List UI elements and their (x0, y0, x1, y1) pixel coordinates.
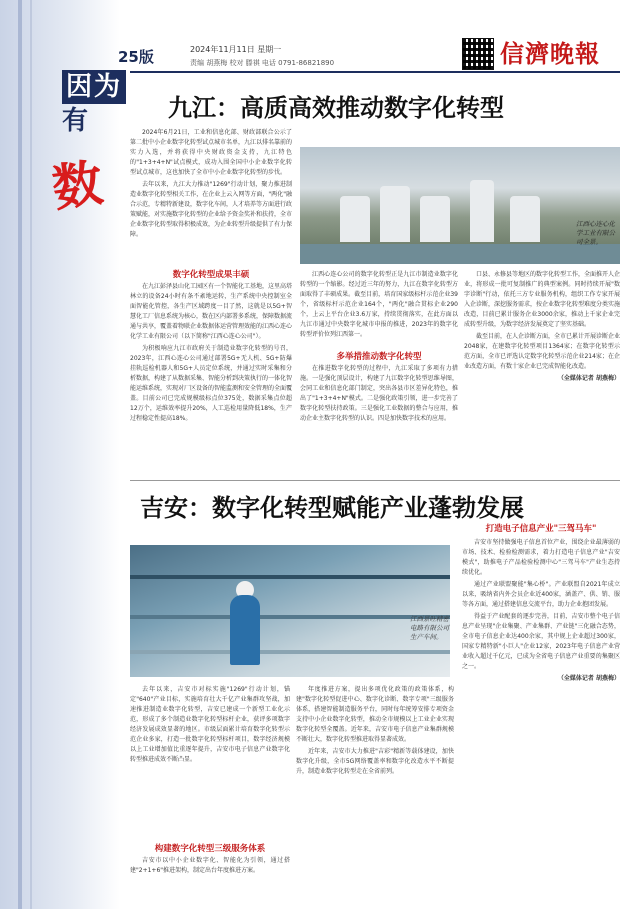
article2-paragraph: 吉安市以中小企业数字化、智能化为引领，通过搭建"2+1+6"推进架构，制定出台年度推进方案。 (130, 857, 290, 874)
article2-paragraph: 年度推进方案，提出多项优化政策的政策体系，构建"数字化转型促进中心、数字化诊断、数字专项"三级服务体系，搭建智能制造服务平台，同时每年统筹安排专项资金支持中小企业数字化转型，推动全市规模以上工业企业实现数字化转型全覆盖。近年来，吉安市电子信息产业集群规模不断壮大，数字化转型推进取得显著成效。 (296, 686, 454, 743)
article2-subheading-2: 构建数字化转型三级服务体系 (154, 844, 266, 854)
article2-paragraph: 通过产业联盟聚能"集心桥"。产业联盟自2021年成立以来，吸纳省内外会员企业近400家，涵盖产、供、销、服等各方面，通过搭建信息交流平台，助力企业抱团发展。 (462, 581, 620, 608)
article1-subheading-1: 数字化转型成果丰硕 (172, 270, 250, 280)
article2-title: 吉安：数字化转型赋能产业蓬勃发展 (140, 493, 524, 522)
column-logo-big: 数 (48, 152, 107, 219)
article1-col3 (464, 270, 620, 386)
article2-col1b (130, 856, 290, 878)
photo2-caption: 江西景旺精密电路有限公司生产车间。 (410, 615, 449, 641)
article1-paragraph: 截至目前，在人企诊断方面，全市已累计开展诊断企业2048家，在建数字化转型项目1364家；在数字化转型示范方面，全市已评选认定数字化转型示范企业214家；在企业改造方面，有数十家企业已完成智能化改造。 (464, 333, 621, 370)
article1-paragraph: 口县、永修县等地区的数字化转型工作，全面推开人企业，将形成一批可复制推广的典型案例。同时持续开展"数字诊断"行动，依托三方专业服务机构，组织工作专家开展入企诊断，深挖服务需求，按企业数字化转型难度分类实施改造，目前已累计服务企业3000余家，推动上千家企业完成转型升级，为数字经济发展奠定了坚实基础。 (464, 271, 621, 328)
issue-date: 2024年11月11日 星期一 (190, 45, 282, 54)
column-logo-line2: 有 (62, 106, 89, 136)
article1-paragraph: 江西心连心公司的数字化转型正是九江市制造业数字化转型的一个缩影。经过近三年的努力，九江在数字化转型方面取得了丰硕成果。截至目前，培育国家级标杆示范企业39个，省级标杆示范企业164个，"两化"融合贯标企业290个，上云上平台企业3.6万家，持续贯彻落实，在此方面以九江市通过中央数字化城市申报的推进，2023年的数字化转型评价位列江西第一。 (300, 271, 458, 338)
editor-credits: 责编 胡燕梅 校对 滕祺 电话 0791-86821890 (190, 59, 335, 67)
article1-col1 (130, 128, 292, 242)
photo1-caption: 江西心连心化学工业有限公司全景。 (576, 220, 615, 246)
article1-col1b (130, 282, 292, 426)
article1-paragraph: 在九江彭泽县山化工园区有一个智能化工基地，这里高塔林立的设备24小时有条不紊地运转，生产系统中央控制室全面智能化管控，各生产区域跨度一目了然，这就是以5G+智慧化工厂信息系统为核心，数在区内部署多系统，保障数据流通与共享，覆盖着物联企业数据体运营管理效能的江西心连心化学工业有限公司（以下简称"江西心连心公司"）。 (130, 283, 293, 340)
edition-number: 25版 (118, 48, 154, 66)
header-rule (130, 71, 620, 73)
article-divider (130, 480, 620, 481)
article2-col3 (462, 538, 620, 686)
article1-col2 (300, 270, 458, 342)
article1-paragraph: 2024年6月21日，工业和信息化部、财政部联合公示了第二批中小企业数字化转型试点城市名单，九江以排名靠前的实力入选，并将获得中央财政资金支持，九江特色的"1+3+4+N"试点模式，成功入围全国中小企业数字化转型试点城市，这也加快了全市中小企业数字化转型的步伐。 (130, 129, 293, 176)
article1-paragraph: 去年以来，九江大力推动"1269"行动计划，聚力推进制造业数字化转型相关工作，在企业上云入网等方面，"两化"融合示范，专精特新建设，数字化车间，人才培养等方面进行政策赋能，对实施数字化转型的企业给予资金奖补和扶持，全市企业数字化转型取得积极成效，为企业转型升级提供了有力保障。 (130, 181, 293, 238)
article2-byline: （全媒体记者 胡燕梅） (557, 675, 620, 682)
article1-byline: （全媒体记者 胡燕梅） (557, 375, 620, 382)
article1-paragraph: 在推进数字化转型的过程中，九江采取了多项有力措施。一是强化顶层设计，构建了九江数字化转型思维导图，会同工业和信息化部门制定，突出各县市区差异化特色，推出了"1+3+4+N"模式。二是强化政策引领，进一步完善了数字化转型扶持政策。三是强化工业数据的整合与应用，推动企业主数字化转型的认识。四是加快数字技术的应用。 (300, 365, 458, 422)
factory-workshop-photo (130, 545, 450, 677)
article2-subheading-1: 打造电子信息产业"三驾马车" (485, 524, 597, 534)
side-stripe (18, 0, 22, 909)
article2-paragraph: 吉安市坚持做强电子信息首位产业，围绕企业最薄弱的市场、技术、检验检测需求，着力打造电子信息产业"吉安模式"，助推电子产品检验检测中心"三驾马车"产业生态持续优化。 (462, 539, 620, 576)
article2-paragraph: 去年以来，吉安市对标实施"1269"行动计划，锚定"640"产业目标，实施培育壮大千亿产业集群攻坚战，加速推进制造业数字化转型，吉安已建成一个新型工业化示范，形成了多个制造业数字化转型标杆企业，获评多项数字经济发展成效显著的地区。市级层面累计培育数字化转型示范企业多家，打造一批数字化转型标杆项目，数字经济规模以上工业增加值比重逐年提升，吉安市电子信息产业数字化转型推进成效不断凸显。 (130, 686, 290, 763)
article1-paragraph: 为积极响应九江市政府关于制造业数字化转型的号召，2023年，江西心连心公司通过部署5G+无人机、5G+防爆挂轨巡检机器人和5G+人员定位系统，并通过实时采集和分析数据，构建了从数据采集、智能分析到决策执行的一体化智能运维系统，实现对厂区设备的智能监测和安全管理的全面覆盖。目前公司已完成规模级标点位375处，数据采集点位超12万个，运维效率提升20%，人工巡检用量降低18%，生产过程稳定性提高18%。 (130, 345, 293, 422)
column-logo-line1: 因为 (62, 70, 126, 104)
article1-title: 九江：高质高效推动数字化转型 (168, 93, 504, 122)
newspaper-brand: 信濟晚報 (500, 39, 600, 68)
article1-subheading-2: 多举措推动数字化转型 (336, 352, 422, 362)
article2-col2 (296, 685, 454, 779)
side-stripe (30, 0, 32, 909)
article1-col2b (300, 364, 458, 426)
article2-col1 (130, 685, 290, 767)
article2-paragraph: 近年来，吉安市大力推进"吉彩"精新等载体建设，加快数字化升级，全市5G网络覆盖率和数字化改造水平不断提升，制造业数字化转型走在全省前列。 (296, 748, 454, 775)
article2-paragraph: 得益于产业配套的逐步完善，目前，吉安市整个电子信息产业呈现"企业集聚、产业集群、产业链"三化融合态势，全市电子信息企业达400余家，其中规上企业超过300家，国家专精特新"小巨人"企业12家，2023年电子信息产业营业收入超过千亿元，已成为全省电子信息产业重要的集聚区之一。 (462, 613, 620, 670)
qr-code-icon[interactable] (462, 38, 494, 70)
chemical-plant-photo (300, 147, 620, 264)
